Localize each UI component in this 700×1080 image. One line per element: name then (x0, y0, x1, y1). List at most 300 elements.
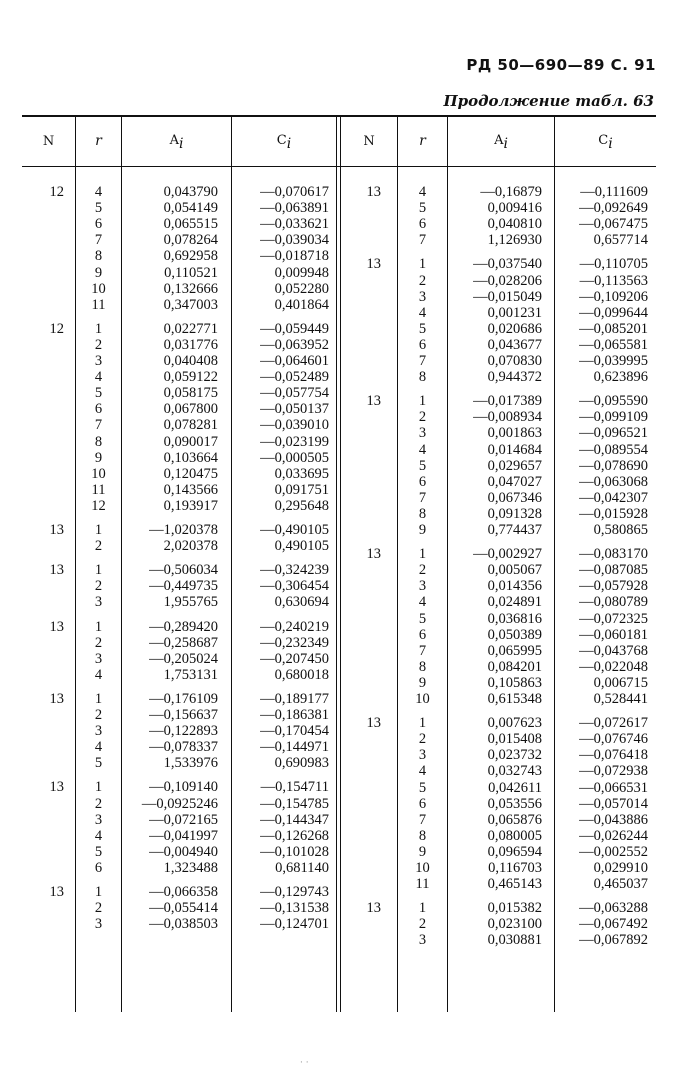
cell-right-A: 0,009416 (487, 200, 542, 217)
cell-left-r: 1 (94, 690, 103, 707)
cell-right-r: 10 (415, 691, 430, 707)
table-header-rule (22, 166, 656, 167)
cell-right-r: 7 (418, 232, 427, 249)
cell-left-C: —0,064601 (260, 353, 329, 369)
cell-left-C: 0,009948 (274, 264, 329, 281)
cell-left-A: —0,0925246 (141, 795, 218, 812)
cell-left-A: 0,043790 (163, 184, 218, 200)
cell-right-A: 0,096594 (487, 843, 542, 860)
cell-left-r: 4 (94, 739, 103, 756)
cell-left-A: 1,753131 (163, 666, 218, 683)
header-a-label: A (169, 133, 179, 148)
cell-right-A: 0,014684 (487, 441, 542, 458)
cell-right-C: —0,092649 (579, 200, 648, 217)
cell-right-C: —0,067892 (579, 932, 648, 949)
cell-left-r: 7 (94, 417, 103, 434)
cell-right-r: 2 (418, 272, 427, 289)
cell-right-C: —0,085201 (579, 320, 648, 337)
cell-left-A: 1,323488 (163, 859, 218, 876)
cell-right-C: —0,063288 (579, 900, 648, 917)
cell-left-A: —0,449735 (149, 578, 218, 595)
cell-left-n: 13 (49, 562, 64, 579)
cell-left-C: —0,023199 (260, 433, 329, 450)
cell-left-C: 0,295648 (274, 497, 329, 514)
header-a-right (448, 133, 554, 152)
cell-right-C: —0,043768 (579, 642, 648, 659)
header-c-right (555, 133, 656, 152)
cell-right-C: —0,022048 (579, 658, 648, 675)
cell-left-r: 5 (94, 200, 103, 217)
cell-left-A: 0,193917 (163, 497, 218, 514)
cell-right-r: 3 (418, 288, 427, 305)
header-a-label: A (494, 133, 504, 148)
cell-left-A: —0,122893 (149, 723, 218, 740)
cell-right-r: 3 (418, 932, 427, 949)
cell-left-r: 2 (94, 900, 103, 917)
cell-left-C: 0,681140 (275, 859, 329, 876)
cell-right-C: —0,099644 (579, 304, 648, 321)
cell-right-r: 3 (418, 747, 427, 764)
cell-left-A: 0,692958 (163, 248, 218, 265)
cell-right-A: 0,042611 (488, 779, 542, 796)
cell-left-r: 3 (94, 916, 103, 933)
cell-right-A: —0,037540 (473, 256, 542, 273)
cell-left-C: —0,059449 (260, 320, 329, 337)
header-r-right (398, 133, 447, 149)
header-n-right: N (363, 134, 375, 149)
cell-right-r: 6 (418, 216, 427, 233)
header-r-label: r (419, 133, 426, 149)
cell-right-C: —0,067475 (579, 216, 648, 233)
cell-left-C: —0,039034 (260, 232, 329, 249)
cell-left-A: —0,506034 (149, 562, 218, 579)
cell-right-C: 0,029910 (593, 860, 648, 876)
cell-right-C: —0,065581 (579, 336, 648, 353)
cell-right-A: 0,023732 (487, 747, 542, 764)
header-a-left (122, 133, 231, 152)
cell-right-r: 5 (418, 610, 427, 627)
cell-right-r: 10 (415, 860, 430, 876)
cell-right-A: —0,028206 (473, 272, 542, 289)
cell-left-r: 2 (94, 634, 103, 651)
cell-right-C: —0,080789 (579, 594, 648, 611)
cell-right-A: 0,091328 (487, 505, 542, 522)
cell-right-A: —0,017389 (473, 393, 542, 410)
cell-left-C: —0,207450 (260, 650, 329, 667)
cell-left-r: 3 (94, 723, 103, 740)
cell-left-C: —0,039010 (260, 417, 329, 434)
cell-left-A: 0,065515 (163, 216, 218, 233)
cell-left-r: 6 (94, 216, 103, 233)
cell-right-C: 0,006715 (593, 674, 648, 691)
cell-left-C: 0,033695 (274, 465, 329, 482)
cell-right-r: 8 (418, 827, 427, 844)
cell-right-r: 6 (418, 336, 427, 353)
page-footer-marks: · · (300, 1058, 309, 1068)
cell-right-A: 0,070830 (487, 353, 542, 369)
cell-right-A: 0,080005 (487, 827, 542, 844)
header-a-sub: i (178, 135, 184, 152)
cell-right-A: 0,774437 (487, 522, 542, 538)
cell-right-C: —0,109206 (579, 288, 648, 305)
cell-left-C: —0,018718 (260, 248, 329, 265)
cell-left-A: 0,120475 (163, 465, 218, 482)
cell-right-A: 0,036816 (487, 610, 542, 627)
cell-right-C: —0,060181 (579, 626, 648, 643)
cell-right-C: —0,067492 (579, 916, 648, 933)
cell-left-A: 0,054149 (163, 200, 218, 217)
cell-right-r: 2 (418, 562, 427, 579)
cell-left-A: 0,103664 (163, 449, 218, 466)
header-r-left (76, 133, 121, 149)
cell-left-A: 0,078264 (163, 232, 218, 249)
table-continuation-title: Продолжение табл. 63 (443, 92, 654, 110)
cell-left-r: 5 (94, 385, 103, 402)
cell-left-r: 4 (94, 666, 103, 683)
cell-right-A: 0,105863 (487, 674, 542, 691)
cell-left-A: —0,258687 (149, 634, 218, 651)
cell-right-C: 0,465037 (593, 876, 648, 893)
cell-left-r: 1 (94, 522, 103, 538)
cell-right-A: 0,001863 (487, 425, 542, 442)
cell-left-C: 0,401864 (274, 296, 329, 313)
cell-right-r: 1 (418, 256, 427, 273)
cell-left-A: —0,176109 (149, 690, 218, 707)
cell-right-A: 0,040810 (487, 216, 542, 233)
cell-left-C: 0,630694 (274, 594, 329, 611)
cell-right-r: 5 (418, 779, 427, 796)
cell-right-A: 0,014356 (487, 578, 542, 595)
cell-right-r: 8 (418, 369, 427, 386)
cell-right-n: 13 (366, 256, 381, 273)
cell-right-n: 13 (366, 393, 381, 410)
cell-right-r: 4 (418, 594, 427, 611)
col-center-double-rule (340, 117, 341, 1012)
cell-left-r: 1 (94, 779, 103, 796)
cell-right-r: 5 (418, 320, 427, 337)
cell-left-n: 13 (49, 690, 64, 707)
cell-right-A: 0,116703 (488, 860, 542, 876)
cell-right-A: 0,050389 (487, 626, 542, 643)
cell-right-r: 8 (418, 658, 427, 675)
cell-right-C: —0,087085 (579, 562, 648, 579)
cell-left-n: 13 (49, 884, 64, 900)
cell-left-r: 1 (94, 562, 103, 579)
cell-left-C: 0,091751 (274, 481, 329, 498)
cell-right-A: 0,024891 (487, 594, 542, 611)
cell-left-r: 7 (94, 232, 103, 249)
cell-left-r: 2 (94, 578, 103, 595)
cell-right-r: 3 (418, 578, 427, 595)
cell-left-r: 8 (94, 433, 103, 450)
cell-left-A: —0,078337 (149, 739, 218, 756)
cell-right-r: 6 (418, 626, 427, 643)
cell-left-C: —0,144971 (260, 739, 329, 756)
header-n-left: N (42, 134, 55, 149)
cell-left-A: 0,078281 (163, 417, 218, 434)
cell-right-A: 0,032743 (487, 763, 542, 780)
cell-left-C: —0,129743 (260, 884, 329, 900)
cell-left-r: 3 (94, 353, 103, 369)
header-c-sub: i (286, 135, 292, 152)
cell-left-C: —0,154785 (260, 795, 329, 812)
cell-left-C: —0,101028 (260, 843, 329, 860)
cell-left-r: 9 (94, 449, 103, 466)
cell-left-C: —0,490105 (260, 522, 329, 538)
cell-left-A: —0,156637 (149, 707, 218, 723)
page-header: РД 50—690—89 С. 91 (466, 56, 656, 74)
cell-left-n: 12 (49, 184, 64, 200)
cell-left-A: 1,533976 (163, 755, 218, 772)
cell-left-A: 0,067800 (163, 401, 218, 418)
cell-right-r: 2 (418, 731, 427, 748)
cell-left-A: 1,955765 (163, 594, 218, 611)
cell-right-r: 9 (418, 522, 427, 538)
cell-left-C: —0,050137 (260, 401, 329, 418)
cell-right-A: 1,126930 (487, 232, 542, 249)
cell-left-A: 0,347003 (163, 296, 218, 313)
cell-right-C: —0,110705 (579, 256, 648, 273)
cell-right-r: 9 (418, 674, 427, 691)
cell-left-r: 3 (94, 650, 103, 667)
cell-left-C: —0,324239 (260, 562, 329, 579)
cell-left-A: —0,055414 (149, 900, 218, 917)
cell-right-C: —0,078690 (579, 457, 648, 474)
col-center-double-rule (336, 117, 337, 1012)
cell-right-C: —0,099109 (579, 409, 648, 426)
cell-right-A: 0,005067 (487, 562, 542, 579)
cell-left-A: 0,132666 (163, 280, 218, 297)
cell-right-A: 0,065995 (487, 642, 542, 659)
cell-right-C: —0,072938 (579, 763, 648, 780)
cell-left-r: 10 (91, 280, 106, 297)
cell-left-C: —0,063891 (260, 200, 329, 217)
cell-left-r: 11 (91, 296, 106, 313)
cell-right-C: 0,623896 (593, 369, 648, 386)
cell-left-A: —0,109140 (149, 779, 218, 796)
cell-right-C: —0,063068 (579, 473, 648, 490)
cell-right-C: —0,076746 (579, 731, 648, 748)
cell-left-C: —0,063952 (260, 336, 329, 353)
cell-left-r: 2 (94, 538, 103, 555)
cell-right-r: 7 (418, 353, 427, 369)
cell-left-r: 2 (94, 336, 103, 353)
cell-left-C: —0,131538 (260, 900, 329, 917)
cell-left-C: —0,306454 (260, 578, 329, 595)
cell-left-n: 12 (49, 320, 64, 337)
cell-right-r: 1 (418, 546, 427, 563)
cell-right-C: —0,096521 (579, 425, 648, 442)
cell-right-A: 0,084201 (487, 658, 542, 675)
cell-left-A: —0,041997 (149, 827, 218, 844)
cell-left-C: —0,170454 (260, 723, 329, 740)
header-c-left (232, 133, 336, 152)
cell-left-A: 0,031776 (163, 336, 218, 353)
cell-left-r: 1 (94, 618, 103, 635)
cell-right-C: —0,072325 (579, 610, 648, 627)
cell-right-A: 0,065876 (487, 811, 542, 828)
cell-left-A: 0,090017 (163, 433, 218, 450)
header-c-label: C (276, 133, 287, 148)
cell-right-r: 1 (418, 900, 427, 917)
cell-right-r: 1 (418, 393, 427, 410)
cell-right-A: 0,015408 (487, 731, 542, 748)
cell-right-C: —0,057928 (579, 578, 648, 595)
cell-right-r: 3 (418, 425, 427, 442)
cell-right-r: 4 (418, 763, 427, 780)
cell-left-r: 4 (94, 369, 103, 386)
cell-right-n: 13 (366, 715, 381, 732)
cell-left-r: 8 (94, 248, 103, 265)
cell-right-C: —0,089554 (579, 441, 648, 458)
cell-right-C: —0,095590 (579, 393, 648, 410)
cell-left-r: 10 (91, 465, 106, 482)
table-top-rule (22, 115, 656, 117)
cell-left-C: 0,490105 (274, 538, 329, 555)
cell-right-A: 0,615348 (487, 691, 542, 707)
cell-right-A: 0,944372 (487, 369, 542, 386)
cell-right-A: 0,043677 (487, 336, 542, 353)
cell-left-C: —0,154711 (260, 779, 329, 796)
cell-right-A: —0,16879 (480, 184, 542, 200)
cell-right-A: —0,008934 (473, 409, 542, 426)
cell-left-A: 0,059122 (163, 369, 218, 386)
header-a-sub: i (503, 135, 508, 152)
cell-right-C: —0,066531 (579, 779, 648, 796)
cell-right-r: 2 (418, 916, 427, 933)
cell-left-r: 11 (91, 481, 106, 498)
cell-left-n: 13 (49, 522, 64, 538)
cell-left-A: —0,205024 (149, 650, 218, 667)
cell-left-C: —0,186381 (260, 707, 329, 723)
cell-left-A: —0,038503 (149, 916, 218, 933)
cell-left-C: —0,126268 (260, 827, 329, 844)
cell-left-r: 3 (94, 594, 103, 611)
cell-left-A: —0,072165 (149, 811, 218, 828)
cell-right-r: 7 (418, 489, 427, 506)
cell-right-r: 4 (418, 304, 427, 321)
cell-right-r: 8 (418, 505, 427, 522)
cell-right-r: 1 (418, 715, 427, 732)
cell-left-C: —0,070617 (260, 184, 329, 200)
cell-left-C: —0,232349 (260, 634, 329, 651)
cell-left-r: 5 (94, 755, 103, 772)
cell-left-A: 0,058175 (163, 385, 218, 402)
cell-right-C: —0,076418 (579, 747, 648, 764)
cell-left-r: 4 (94, 827, 103, 844)
cell-left-C: —0,057754 (260, 385, 329, 402)
cell-left-A: 0,022771 (163, 320, 218, 337)
cell-right-n: 13 (366, 184, 381, 200)
cell-right-C: —0,026244 (579, 827, 648, 844)
cell-left-C: —0,052489 (260, 369, 329, 386)
cell-right-C: —0,002552 (579, 843, 648, 860)
cell-left-C: —0,124701 (260, 916, 329, 933)
cell-right-C: —0,072617 (579, 715, 648, 732)
header-c-label: C (598, 133, 609, 148)
cell-left-n: 13 (49, 779, 64, 796)
cell-right-n: 13 (366, 546, 381, 563)
cell-left-C: —0,033621 (260, 216, 329, 233)
cell-right-r: 6 (418, 795, 427, 812)
cell-right-A: 0,067346 (487, 489, 542, 506)
cell-right-C: —0,113563 (579, 272, 648, 289)
cell-left-A: 0,040408 (163, 353, 218, 369)
cell-left-A: 0,110521 (164, 264, 218, 281)
cell-left-C: —0,240219 (260, 618, 329, 635)
header-c-sub: i (608, 135, 613, 152)
cell-right-C: 0,580865 (593, 522, 648, 538)
cell-right-r: 11 (415, 876, 430, 893)
cell-right-r: 7 (418, 642, 427, 659)
cell-left-A: —0,066358 (149, 884, 218, 900)
cell-right-C: 0,657714 (593, 232, 648, 249)
cell-right-r: 2 (418, 409, 427, 426)
cell-left-C: —0,189177 (260, 690, 329, 707)
cell-left-r: 1 (94, 884, 103, 900)
cell-left-A: —1,020378 (149, 522, 218, 538)
cell-left-n: 13 (49, 618, 64, 635)
cell-left-r: 6 (94, 401, 103, 418)
cell-right-C: —0,057014 (579, 795, 648, 812)
cell-right-C: —0,015928 (579, 505, 648, 522)
cell-right-C: —0,039995 (579, 353, 648, 369)
cell-right-r: 5 (418, 200, 427, 217)
cell-right-A: 0,029657 (487, 457, 542, 474)
cell-right-C: —0,111609 (580, 184, 648, 200)
cell-right-r: 6 (418, 473, 427, 490)
cell-left-C: —0,000505 (260, 449, 329, 466)
cell-left-C: 0,680018 (274, 666, 329, 683)
cell-left-C: 0,690983 (274, 755, 329, 772)
cell-left-r: 6 (94, 859, 103, 876)
cell-left-r: 9 (94, 264, 103, 281)
cell-left-A: —0,004940 (149, 843, 218, 860)
cell-right-C: 0,528441 (593, 691, 648, 707)
cell-right-r: 7 (418, 811, 427, 828)
cell-right-A: —0,002927 (473, 546, 542, 563)
cell-left-C: —0,144347 (260, 811, 329, 828)
cell-left-r: 2 (94, 707, 103, 723)
cell-right-C: —0,083170 (579, 546, 648, 563)
cell-left-r: 5 (94, 843, 103, 860)
cell-right-A: 0,015382 (487, 900, 542, 917)
cell-right-A: 0,020686 (487, 320, 542, 337)
cell-right-A: 0,465143 (487, 876, 542, 893)
cell-right-A: 0,053556 (487, 795, 542, 812)
cell-right-A: 0,030881 (487, 932, 542, 949)
cell-right-A: 0,001231 (487, 304, 542, 321)
cell-left-C: 0,052280 (274, 280, 329, 297)
cell-right-r: 4 (418, 184, 427, 200)
cell-right-r: 5 (418, 457, 427, 474)
cell-left-r: 2 (94, 795, 103, 812)
cell-right-A: 0,047027 (487, 473, 542, 490)
cell-right-C: —0,042307 (579, 489, 648, 506)
cell-right-A: 0,007623 (487, 715, 542, 732)
header-r-label: r (95, 133, 102, 149)
cell-left-r: 3 (94, 811, 103, 828)
cell-left-r: 12 (91, 497, 106, 514)
cell-right-r: 9 (418, 843, 427, 860)
cell-right-A: 0,023100 (487, 916, 542, 933)
cell-right-C: —0,043886 (579, 811, 648, 828)
cell-left-A: 0,143566 (163, 481, 218, 498)
cell-right-r: 4 (418, 441, 427, 458)
cell-left-r: 1 (94, 320, 103, 337)
cell-left-A: 2,020378 (163, 538, 218, 555)
cell-right-A: —0,015049 (473, 288, 542, 305)
